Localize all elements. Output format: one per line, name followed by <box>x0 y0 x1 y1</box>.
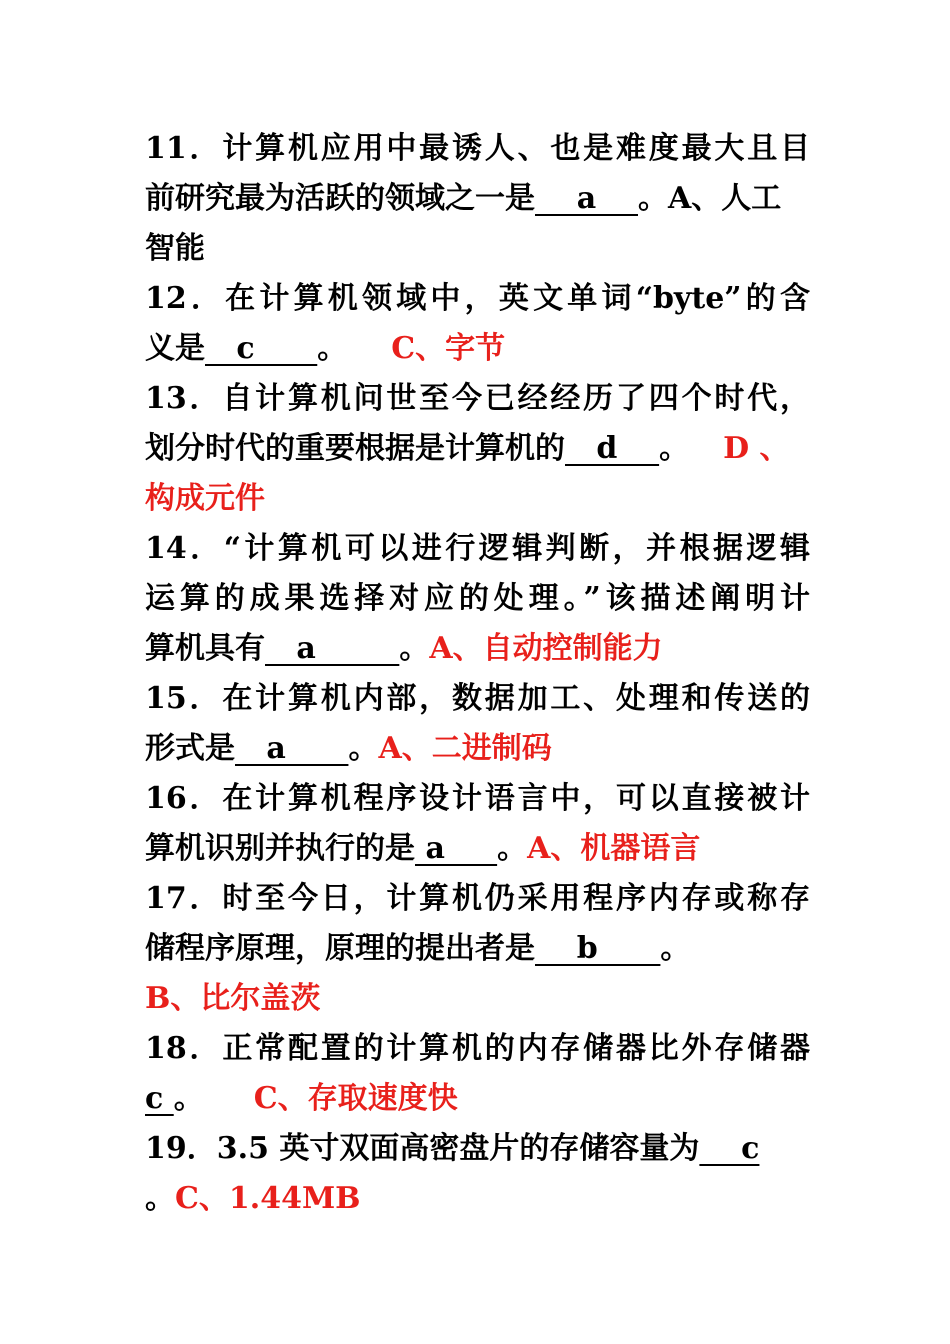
q15-answer: A、二进制码 <box>378 731 552 766</box>
q15-text: 形式是 <box>145 731 235 766</box>
q13-line2 <box>145 424 790 474</box>
q11-line1: 11．计算机应用中最诱人、也是难度最大且目 <box>145 131 810 166</box>
q17-blank: b <box>535 931 661 966</box>
q14-answer: A、自动控制能力 <box>429 631 663 666</box>
q18-blank: c <box>145 1081 174 1116</box>
q19-after: 。 <box>145 1181 175 1216</box>
q17-after: 。 <box>660 931 691 966</box>
q16-line2 <box>145 824 700 874</box>
q18-answer: C、存取速度快 <box>253 1081 458 1116</box>
q12-blank: c <box>205 331 318 366</box>
q11-after: 。A、人工 <box>638 181 782 216</box>
q16-after: 。 <box>497 831 528 866</box>
q13-text: 划分时代的重要根据是计算机的 <box>145 431 565 466</box>
q14-line3 <box>145 624 663 674</box>
q11-text: 前研究最为活跃的领域之一是 <box>145 181 535 216</box>
q14-after: 。 <box>399 631 430 666</box>
q17-line2 <box>145 924 690 974</box>
q18-line2 <box>145 1074 458 1124</box>
q13-after: 。 <box>659 431 690 466</box>
q12-answer: C、字节 <box>391 331 506 366</box>
q14-line2: 运算的成果选择对应的处理。”该描述阐明计 <box>145 581 810 616</box>
q11-line3: 智能 <box>145 231 205 266</box>
q19-line2 <box>145 1174 361 1224</box>
q19-text: 19．3.5 英寸双面高密盘片的存储容量为 <box>145 1131 700 1166</box>
q13-line1: 13．自计算机问世至今已经经历了四个时代， <box>145 381 810 416</box>
q14-blank: a <box>265 631 400 666</box>
q19-answer: C、1.44MB <box>175 1181 361 1216</box>
q15-line2 <box>145 724 552 774</box>
q12-line2 <box>145 324 505 374</box>
q19-blank: c <box>699 1131 760 1166</box>
q19-line1 <box>145 1124 759 1174</box>
q16-text: 算机识别并执行的是 <box>145 831 415 866</box>
q14-text: 算机具有 <box>145 631 265 666</box>
q13-answer-part2: 构成元件 <box>145 481 265 516</box>
q17-line1: 17．时至今日，计算机仍采用程序内存或称存 <box>145 881 810 916</box>
q16-blank: a <box>415 831 498 866</box>
q17-text: 储程序原理，原理的提出者是 <box>145 931 535 966</box>
q12-after: 。 <box>317 331 348 366</box>
q12-line1: 12．在计算机领域中，英文单词“byte”的含 <box>145 281 810 316</box>
q18-after: 。 <box>173 1081 204 1116</box>
q15-after: 。 <box>348 731 379 766</box>
q16-line1: 16．在计算机程序设计语言中，可以直接被计 <box>145 781 810 816</box>
q15-line1: 15．在计算机内部，数据加工、处理和传送的 <box>145 681 810 716</box>
q13-answer-part1: D 、 <box>723 431 790 466</box>
q15-blank: a <box>235 731 349 766</box>
q17-answer: B、比尔盖茨 <box>145 981 321 1016</box>
q12-text: 义是 <box>145 331 205 366</box>
q13-blank: d <box>565 431 660 466</box>
q16-answer: A、机器语言 <box>527 831 701 866</box>
q14-line1: 14．“计算机可以进行逻辑判断，并根据逻辑 <box>145 531 810 566</box>
q11-blank: a <box>535 181 638 216</box>
q11-line2 <box>145 174 781 224</box>
q18-line1: 18．正常配置的计算机的内存储器比外存储器 <box>145 1031 810 1066</box>
